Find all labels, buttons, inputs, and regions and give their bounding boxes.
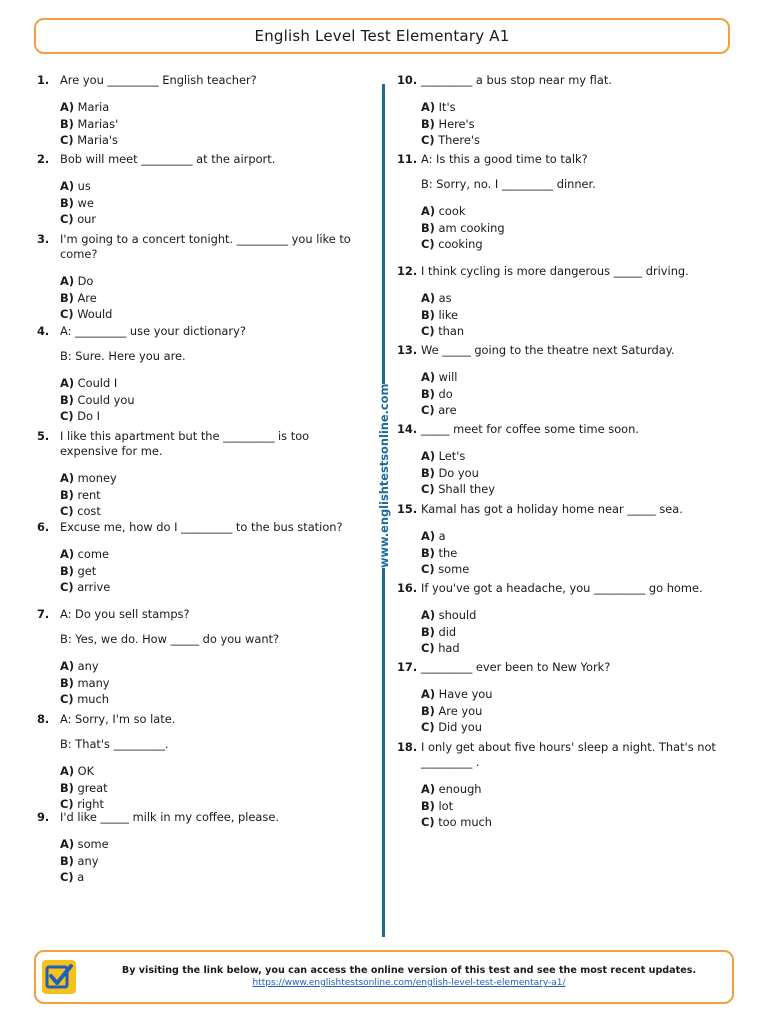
- answer-option[interactable]: [60, 547, 367, 564]
- option-letter: A): [60, 547, 75, 561]
- option-letter: C): [60, 504, 74, 518]
- question-number: 5.: [37, 429, 50, 443]
- option-letter: C): [421, 237, 435, 251]
- option-letter: A): [421, 449, 436, 463]
- option-letter: C): [60, 133, 74, 147]
- option-letter: C): [421, 403, 435, 417]
- question-text: We _____ going to the theatre next Saturday.: [421, 343, 675, 357]
- answer-option[interactable]: [421, 625, 733, 642]
- option-text: There's: [438, 133, 480, 147]
- answer-option[interactable]: [421, 704, 733, 721]
- option-text: should: [438, 608, 477, 622]
- option-text: am cooking: [438, 220, 505, 235]
- option-letter: A): [60, 659, 75, 673]
- answer-option[interactable]: [421, 403, 733, 420]
- option-text: Do I: [77, 409, 100, 423]
- option-text: many: [77, 675, 110, 690]
- option-letter: A): [421, 204, 436, 218]
- option-text: a: [438, 529, 446, 543]
- option-letter: B): [421, 116, 435, 131]
- question-number: 1.: [37, 73, 50, 87]
- option-letter: B): [421, 307, 435, 322]
- option-letter: A): [421, 608, 436, 622]
- option-letter: A): [421, 291, 436, 305]
- question-text: I'd like _____ milk in my coffee, please.: [60, 810, 279, 824]
- question-number: 2.: [37, 152, 50, 166]
- answer-option[interactable]: [60, 781, 367, 798]
- option-letter: A): [60, 274, 75, 288]
- option-letter: B): [421, 386, 435, 401]
- option-letter: B): [421, 624, 435, 639]
- question-text: A: _________ use your dictionary?: [60, 324, 246, 338]
- option-letter: A): [60, 100, 75, 114]
- option-text: some: [438, 562, 470, 576]
- question-dialogue-line: B: That's _________.: [60, 737, 169, 751]
- option-text: any: [77, 659, 99, 673]
- question-dialogue-line: B: Sorry, no. I _________ dinner.: [421, 177, 596, 191]
- option-text: are: [438, 403, 457, 417]
- option-letter: B): [421, 798, 435, 813]
- option-text: arrive: [77, 580, 111, 594]
- answer-option[interactable]: [60, 291, 367, 308]
- option-text: did: [438, 624, 457, 639]
- option-letter: A): [60, 764, 75, 778]
- option-letter: A): [421, 529, 436, 543]
- question-number: 12.: [397, 264, 418, 278]
- answer-option[interactable]: [421, 720, 733, 737]
- answer-option[interactable]: [60, 212, 367, 229]
- option-letter: C): [421, 324, 435, 338]
- option-text: lot: [438, 798, 454, 813]
- answer-option[interactable]: [60, 692, 367, 709]
- option-letter: C): [421, 815, 435, 829]
- option-text: Do: [77, 274, 94, 288]
- answer-option[interactable]: [421, 562, 733, 579]
- question-number: 9.: [37, 810, 50, 824]
- answer-option[interactable]: [421, 100, 733, 117]
- answer-option[interactable]: [60, 393, 367, 410]
- option-text: Maria's: [77, 133, 118, 147]
- option-text: Do you: [438, 465, 479, 480]
- question-3: [37, 232, 367, 324]
- question-number: 6.: [37, 520, 50, 534]
- option-text: Did you: [438, 720, 482, 734]
- question-text: A: Sorry, I'm so late.: [60, 712, 176, 726]
- answer-option[interactable]: [421, 221, 733, 238]
- answer-option[interactable]: [60, 100, 367, 117]
- answer-option[interactable]: [60, 659, 367, 676]
- option-text: much: [77, 692, 110, 706]
- question-text: Kamal has got a holiday home near _____ sea.: [421, 502, 683, 516]
- option-text: we: [77, 195, 94, 210]
- question-2: [37, 152, 367, 229]
- question-11: [397, 152, 733, 254]
- answer-option[interactable]: [421, 608, 733, 625]
- answer-option[interactable]: [60, 409, 367, 426]
- option-text: Have you: [438, 687, 493, 701]
- option-letter: C): [60, 307, 74, 321]
- answer-option[interactable]: [60, 488, 367, 505]
- question-number: 18.: [397, 740, 418, 754]
- option-text: right: [77, 797, 104, 811]
- question-text: _________ a bus stop near my flat.: [421, 73, 612, 87]
- option-letter: B): [421, 220, 435, 235]
- option-text: any: [77, 853, 99, 868]
- question-number: 13.: [397, 343, 418, 357]
- question-text: Are you _________ English teacher?: [60, 73, 257, 87]
- question-number: 14.: [397, 422, 418, 436]
- footer-message: By visiting the link below, you can access the online version of this test and see the most recent updates.: [121, 965, 697, 976]
- answer-option[interactable]: [421, 291, 733, 308]
- answer-option[interactable]: [60, 580, 367, 597]
- question-number: 17.: [397, 660, 418, 674]
- question-6: [37, 520, 367, 597]
- answer-option[interactable]: [60, 376, 367, 393]
- page-title: English Level Test Elementary A1: [254, 27, 510, 45]
- question-15: [397, 502, 733, 579]
- question-number: 3.: [37, 232, 50, 246]
- question-text: I'm going to a concert tonight. _________ you like to come?: [60, 232, 351, 261]
- answer-option[interactable]: [60, 117, 367, 134]
- option-letter: C): [421, 720, 435, 734]
- question-dialogue-line: B: Yes, we do. How _____ do you want?: [60, 632, 280, 646]
- question-number: 4.: [37, 324, 50, 338]
- question-text: A: Do you sell stamps?: [60, 607, 190, 621]
- option-letter: C): [60, 212, 74, 226]
- option-text: Let's: [438, 449, 466, 463]
- answer-option[interactable]: [421, 815, 733, 832]
- footer-link[interactable]: https://www.englishtestsonline.com/english-level-test-elementary-a1/: [252, 978, 566, 988]
- option-text: than: [438, 324, 465, 338]
- question-13: [397, 343, 733, 420]
- option-letter: A): [60, 179, 75, 193]
- question-dialogue-line: B: Sure. Here you are.: [60, 349, 186, 363]
- answer-option[interactable]: [421, 237, 733, 254]
- answer-option[interactable]: [60, 133, 367, 150]
- option-letter: C): [421, 133, 435, 147]
- option-text: great: [77, 780, 108, 795]
- option-letter: A): [421, 782, 436, 796]
- answer-option[interactable]: [60, 504, 367, 521]
- option-letter: B): [60, 563, 74, 578]
- answer-option[interactable]: [421, 117, 733, 134]
- option-text: Are: [77, 290, 97, 305]
- question-number: 10.: [397, 73, 418, 87]
- answer-option[interactable]: [60, 854, 367, 871]
- answer-option[interactable]: [60, 179, 367, 196]
- option-letter: A): [421, 100, 436, 114]
- footer-box: [34, 950, 734, 1004]
- answer-option[interactable]: [60, 307, 367, 324]
- question-14: [397, 422, 733, 499]
- question-17: [397, 660, 733, 737]
- answer-option[interactable]: [421, 641, 733, 658]
- question-text: If you've got a headache, you _________ go home.: [421, 581, 703, 595]
- option-letter: A): [60, 837, 75, 851]
- option-letter: C): [60, 580, 74, 594]
- option-text: a: [77, 870, 85, 884]
- question-7: [37, 607, 367, 709]
- option-text: rent: [77, 487, 101, 502]
- option-text: cooking: [438, 237, 483, 251]
- answer-option[interactable]: [421, 799, 733, 816]
- title-box: [34, 18, 730, 54]
- option-text: Maria: [77, 100, 110, 114]
- answer-option[interactable]: [60, 471, 367, 488]
- option-letter: B): [60, 392, 74, 407]
- option-letter: C): [60, 409, 74, 423]
- question-4: [37, 324, 367, 426]
- option-text: like: [438, 307, 459, 322]
- question-text: A: Is this a good time to talk?: [421, 152, 588, 166]
- answer-option[interactable]: [60, 676, 367, 693]
- option-text: It's: [438, 100, 456, 114]
- option-letter: A): [60, 471, 75, 485]
- answer-option[interactable]: [421, 546, 733, 563]
- option-letter: C): [421, 482, 435, 496]
- option-letter: B): [421, 545, 435, 560]
- option-letter: C): [421, 641, 435, 655]
- answer-option[interactable]: [421, 370, 733, 387]
- question-9: [37, 810, 367, 887]
- answer-option[interactable]: [60, 196, 367, 213]
- question-number: 16.: [397, 581, 418, 595]
- question-number: 8.: [37, 712, 50, 726]
- option-text: us: [77, 179, 91, 193]
- question-text: _________ ever been to New York?: [421, 660, 611, 674]
- option-letter: A): [421, 370, 436, 384]
- option-letter: B): [60, 675, 74, 690]
- option-letter: A): [60, 376, 75, 390]
- option-text: our: [77, 212, 97, 226]
- option-text: Could you: [77, 392, 135, 407]
- option-letter: C): [60, 797, 74, 811]
- question-18: [397, 740, 733, 832]
- option-text: money: [77, 471, 117, 485]
- option-text: the: [438, 545, 458, 560]
- answer-option[interactable]: [60, 564, 367, 581]
- answer-option[interactable]: [421, 133, 733, 150]
- question-5: [37, 429, 367, 521]
- answer-option[interactable]: [421, 204, 733, 221]
- answer-option[interactable]: [60, 274, 367, 291]
- footer-text: [96, 964, 722, 990]
- option-letter: B): [60, 116, 74, 131]
- question-text: I think cycling is more dangerous _____ driving.: [421, 264, 689, 278]
- option-letter: B): [60, 487, 74, 502]
- option-text: come: [77, 547, 109, 561]
- question-text: I like this apartment but the _________ is too expensive for me.: [60, 429, 310, 458]
- option-text: Could I: [77, 376, 118, 390]
- option-letter: C): [60, 692, 74, 706]
- question-text: Bob will meet _________ at the airport.: [60, 152, 276, 166]
- option-letter: B): [60, 780, 74, 795]
- option-text: cost: [77, 504, 101, 518]
- answer-option[interactable]: [421, 529, 733, 546]
- option-text: enough: [438, 782, 482, 796]
- answer-option[interactable]: [60, 837, 367, 854]
- option-text: Would: [77, 307, 113, 321]
- option-text: Are you: [438, 703, 483, 718]
- question-number: 11.: [397, 152, 418, 166]
- question-10: [397, 73, 733, 150]
- answer-option[interactable]: [60, 870, 367, 887]
- option-text: some: [77, 837, 109, 851]
- option-letter: C): [421, 562, 435, 576]
- option-text: will: [438, 370, 458, 384]
- answer-option[interactable]: [421, 782, 733, 799]
- option-letter: C): [60, 870, 74, 884]
- option-letter: B): [60, 290, 74, 305]
- question-text: I only get about five hours' sleep a night. That's not _________ .: [421, 740, 716, 769]
- checkmark-icon: [42, 960, 76, 994]
- question-text: _____ meet for coffee some time soon.: [421, 422, 639, 436]
- question-text: Excuse me, how do I _________ to the bus station?: [60, 520, 343, 534]
- question-1: [37, 73, 367, 150]
- option-text: do: [438, 386, 453, 401]
- option-text: Here's: [438, 116, 475, 131]
- answer-option[interactable]: [421, 449, 733, 466]
- question-12: [397, 264, 733, 341]
- question-16: [397, 581, 733, 658]
- option-letter: B): [60, 195, 74, 210]
- option-text: get: [77, 563, 97, 578]
- option-text: as: [438, 291, 452, 305]
- answer-option[interactable]: [421, 482, 733, 499]
- answer-option[interactable]: [421, 324, 733, 341]
- question-number: 15.: [397, 502, 418, 516]
- option-letter: B): [60, 853, 74, 868]
- option-letter: B): [421, 465, 435, 480]
- option-text: Marias': [77, 116, 119, 131]
- option-text: too much: [438, 815, 493, 829]
- answer-option[interactable]: [421, 308, 733, 325]
- answer-option[interactable]: [421, 387, 733, 404]
- option-text: had: [438, 641, 460, 655]
- option-text: cook: [438, 204, 466, 218]
- option-letter: A): [421, 687, 436, 701]
- answer-option[interactable]: [60, 764, 367, 781]
- option-text: OK: [77, 764, 95, 778]
- question-8: [37, 712, 367, 814]
- question-number: 7.: [37, 607, 50, 621]
- option-text: Shall they: [438, 482, 496, 496]
- answer-option[interactable]: [421, 466, 733, 483]
- answer-option[interactable]: [421, 687, 733, 704]
- option-letter: B): [421, 703, 435, 718]
